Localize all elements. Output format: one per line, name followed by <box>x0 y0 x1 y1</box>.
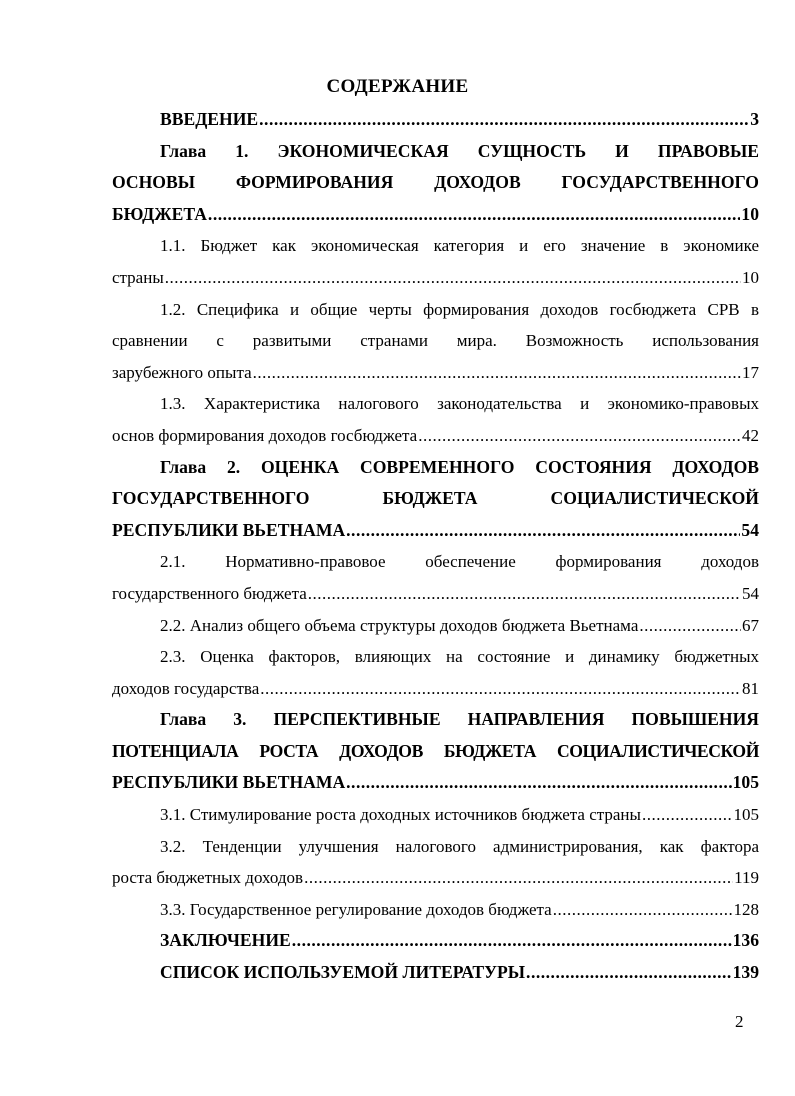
chapter-page-number: 105 <box>732 772 759 793</box>
chapter-heading-text: РЕСПУБЛИКИ ВЬЕТНАМА <box>112 772 346 793</box>
toc-intro[interactable] <box>112 104 759 136</box>
leader-dots <box>418 420 741 452</box>
chapter-heading-line: Глава 2. ОЦЕНКА СОВРЕМЕННОГО СОСТОЯНИЯ ДОХОДОВ <box>160 456 759 477</box>
section-last-line <box>112 262 759 294</box>
toc-section-2-3[interactable] <box>112 641 759 704</box>
section-page-number: 67 <box>742 615 759 635</box>
section-page-number: 81 <box>742 678 759 698</box>
toc-intro-label: ВВЕДЕНИЕ <box>160 109 259 129</box>
chapter-heading-line: ГОСУДАРСТВЕННОГО БЮДЖЕТА СОЦИАЛИСТИЧЕСКОЙ <box>112 488 759 509</box>
section-last-line <box>112 673 759 705</box>
section-text: роста бюджетных доходов <box>112 868 304 888</box>
section-text: доходов государства <box>112 678 260 698</box>
leader-dots <box>253 357 741 389</box>
page-number: 2 <box>735 1012 744 1031</box>
toc-section-1-2[interactable] <box>112 294 759 389</box>
toc-bibliography-page: 139 <box>732 962 759 983</box>
leader-dots <box>308 578 741 610</box>
chapter-heading-last-line <box>112 199 759 231</box>
section-page-number: 54 <box>742 583 759 603</box>
section-page-number: 17 <box>742 362 759 382</box>
section-line: 1.2. Специфика и общие черты формирования доходов госбюджета СРВ в <box>160 299 759 319</box>
section-last-line <box>112 578 759 610</box>
leader-dots <box>346 767 731 799</box>
chapter-page-number: 10 <box>741 203 759 224</box>
leader-dots <box>526 957 732 989</box>
toc-chapter-1[interactable] <box>112 136 759 231</box>
toc-section-2-2[interactable] <box>112 610 759 642</box>
leader-dots <box>304 862 733 894</box>
section-page-number: 105 <box>733 805 759 825</box>
chapter-heading-last-line <box>112 767 759 799</box>
section-page-number: 10 <box>742 267 759 287</box>
chapter-heading-line: Глава 1. ЭКОНОМИЧЕСКАЯ СУЩНОСТЬ И ПРАВОВЫЕ <box>160 140 759 161</box>
leader-dots <box>346 515 740 547</box>
chapter-heading-last-line <box>112 515 759 547</box>
section-text: государственного бюджета <box>112 583 307 603</box>
section-text: основ формирования доходов госбюджета <box>112 425 418 445</box>
section-line: 1.3. Характеристика налогового законодательства и экономико-правовых <box>160 394 759 414</box>
section-text: 3.1. Стимулирование роста доходных источников бюджета страны <box>160 805 641 825</box>
section-last-line <box>112 862 759 894</box>
toc-chapter-2[interactable] <box>112 452 759 547</box>
toc-section-3-3[interactable] <box>112 894 759 926</box>
section-last-line <box>112 420 759 452</box>
toc-section-3-2[interactable] <box>112 831 759 894</box>
leader-dots <box>259 104 749 136</box>
chapter-heading-text: РЕСПУБЛИКИ ВЬЕТНАМА <box>112 519 346 540</box>
leader-dots <box>260 673 741 705</box>
chapter-heading-line: Глава 3. ПЕРСПЕКТИВНЫЕ НАПРАВЛЕНИЯ ПОВЫШЕНИЯ <box>160 709 759 730</box>
toc-chapter-3[interactable] <box>112 704 759 799</box>
leader-dots <box>642 799 733 831</box>
leader-dots <box>208 199 740 231</box>
leader-dots <box>553 894 733 926</box>
section-line: сравнении с развитыми странами мира. Возможность использования <box>112 331 759 351</box>
page-title: СОДЕРЖАНИЕ <box>326 76 469 97</box>
section-line: 3.2. Тенденции улучшения налогового администрирования, как фактора <box>160 836 759 856</box>
toc-section-1-1[interactable] <box>112 230 759 293</box>
toc-intro-page: 3 <box>750 109 759 129</box>
toc-bibliography[interactable] <box>112 957 759 989</box>
section-text: страны <box>112 267 164 287</box>
chapter-heading-text: БЮДЖЕТА <box>112 203 207 224</box>
leader-dots <box>292 925 732 957</box>
section-page-number: 42 <box>742 425 759 445</box>
toc-conclusion-page: 136 <box>732 930 759 951</box>
section-text: 3.3. Государственное регулирование доходов бюджета <box>160 899 552 919</box>
section-text: 2.2. Анализ общего объема структуры доходов бюджета Вьетнама <box>160 615 639 635</box>
leader-dots <box>639 610 741 642</box>
section-last-line <box>112 357 759 389</box>
toc-conclusion[interactable] <box>112 925 759 957</box>
toc-conclusion-label: ЗАКЛЮЧЕНИЕ <box>160 930 291 951</box>
table-of-contents <box>112 104 759 989</box>
section-page-number: 128 <box>733 899 759 919</box>
section-page-number: 119 <box>734 868 759 888</box>
section-line: 2.3. Оценка факторов, влияющих на состояние и динамику бюджетных <box>160 647 759 667</box>
toc-section-1-3[interactable] <box>112 388 759 451</box>
chapter-page-number: 54 <box>741 519 759 540</box>
chapter-heading-line: ПОТЕНЦИАЛА РОСТА ДОХОДОВ БЮДЖЕТА СОЦИАЛИСТИЧЕСКОЙ <box>112 740 759 761</box>
section-line: 1.1. Бюджет как экономическая категория и его значение в экономике <box>160 236 759 256</box>
section-text: зарубежного опыта <box>112 362 252 382</box>
leader-dots <box>165 262 741 294</box>
toc-bibliography-label: СПИСОК ИСПОЛЬЗУЕМОЙ ЛИТЕРАТУРЫ <box>160 962 526 983</box>
toc-section-2-1[interactable] <box>112 546 759 609</box>
section-line: 2.1. Нормативно-правовое обеспечение формирования доходов <box>160 552 759 572</box>
chapter-heading-line: ОСНОВЫ ФОРМИРОВАНИЯ ДОХОДОВ ГОСУДАРСТВЕННОГО <box>112 172 759 193</box>
toc-section-3-1[interactable] <box>112 799 759 831</box>
